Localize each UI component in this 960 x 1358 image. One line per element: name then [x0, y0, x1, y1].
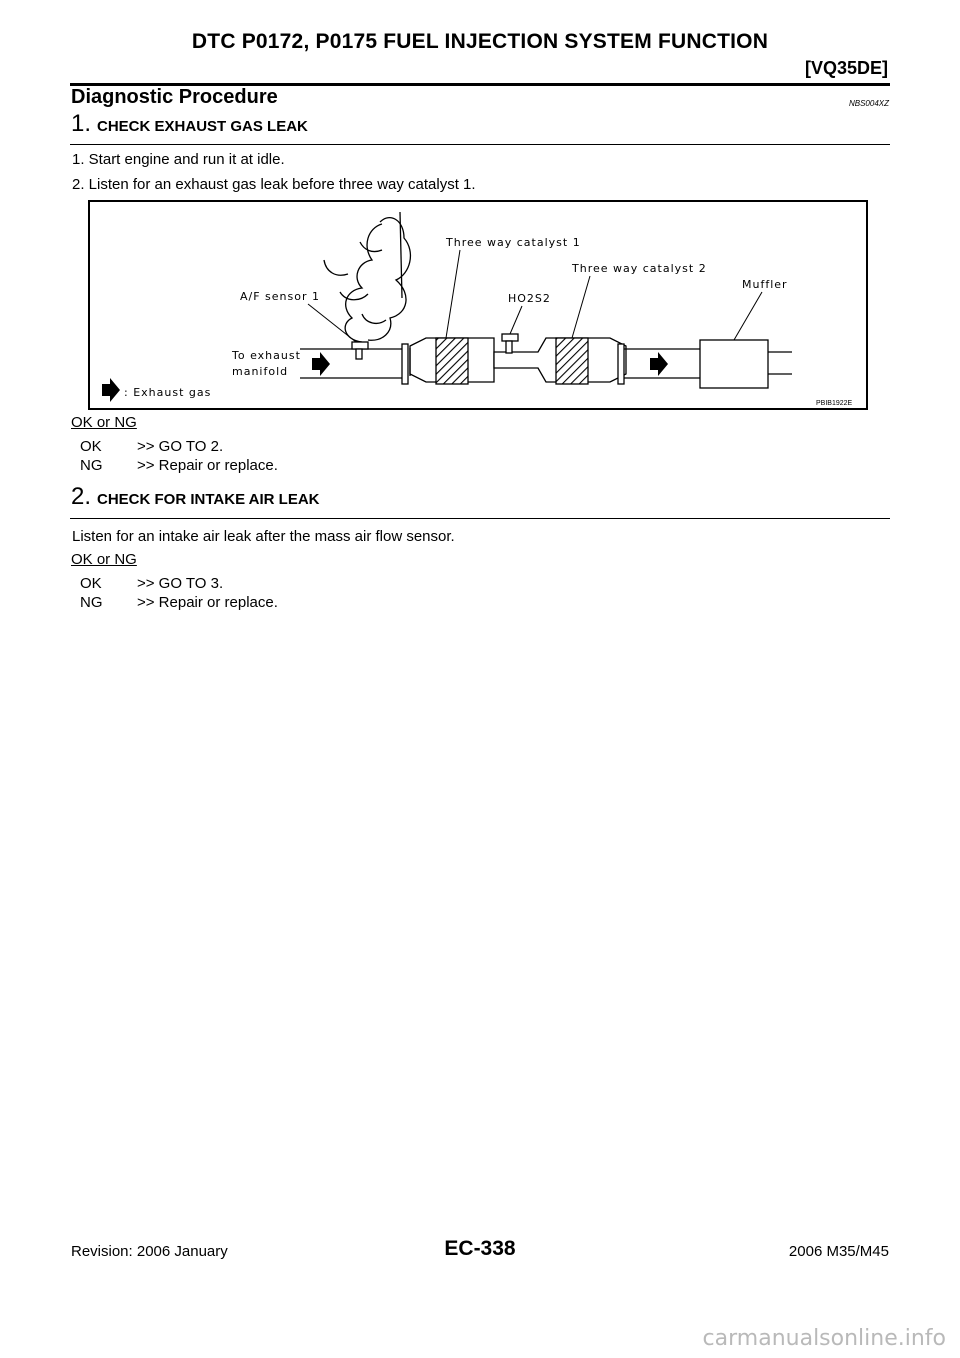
step1-result-ok-code: OK: [80, 438, 102, 455]
muffler-part: [624, 340, 792, 388]
manifold-label: manifold: [232, 365, 289, 378]
section-title: Diagnostic Procedure: [71, 86, 278, 108]
step1-heading: [71, 110, 308, 138]
step2-title: CHECK FOR INTAKE AIR LEAK: [97, 491, 320, 508]
engine-tag: [VQ35DE]: [804, 58, 888, 78]
step1-line-1: 1. Start engine and run it at idle.: [72, 151, 285, 168]
figure-code: PBIB1922E: [816, 400, 853, 407]
page-number: EC-338: [444, 1237, 516, 1260]
step1-result-ok-action: >> GO TO 2.: [137, 438, 224, 455]
footer-model: 2006 M35/M45: [788, 1243, 889, 1260]
step1-result-ng-code: NG: [80, 457, 103, 474]
ho2s2-label: HO2S2: [508, 292, 551, 305]
ho2s2-part: [502, 334, 518, 353]
muffler-label: Muffler: [742, 278, 788, 291]
legend-arrow-icon: [102, 378, 120, 402]
step2-result-ok-code: OK: [80, 575, 102, 592]
step2-heading: [71, 483, 320, 511]
step2-result-ng-code: NG: [80, 594, 103, 611]
af-sensor-part: [352, 342, 368, 359]
footer-revision: Revision: 2006 January: [71, 1243, 228, 1260]
watermark: carmanualsonline.info: [702, 1326, 946, 1351]
step1-ok-ng-label: OK or NG: [71, 414, 137, 431]
step2-result-ng-action: >> Repair or replace.: [137, 594, 278, 611]
to-exhaust-label: To exhaust: [232, 349, 301, 362]
step1-result-ng-action: >> Repair or replace.: [137, 457, 278, 474]
catalyst2-label: Three way catalyst 2: [572, 262, 707, 275]
exhaust-flow-arrow-icon: [312, 352, 330, 376]
step1-title: CHECK EXHAUST GAS LEAK: [97, 118, 308, 135]
step2-rule: [70, 518, 890, 519]
step1-rule: [70, 144, 890, 145]
step1-line-2: 2. Listen for an exhaust gas leak before three way catalyst 1.: [72, 176, 476, 193]
step2-number: 2.: [71, 483, 92, 510]
step1-number: 1.: [71, 110, 92, 137]
exhaust-flow-arrow-icon: [650, 352, 668, 376]
step2-text: Listen for an intake air leak after the mass air flow sensor.: [72, 528, 455, 545]
step2-ok-ng-label: OK or NG: [71, 551, 137, 568]
legend-label: : Exhaust gas: [124, 386, 212, 399]
section-ref-code: NBS004XZ: [848, 99, 889, 108]
exhaust-smoke: [324, 212, 410, 342]
catalyst-assembly: [410, 338, 626, 384]
af-sensor-label: A/F sensor 1: [240, 290, 321, 303]
document-title: DTC P0172, P0175 FUEL INJECTION SYSTEM FUNCTION: [191, 30, 769, 53]
catalyst1-label: Three way catalyst 1: [446, 236, 581, 249]
exhaust-system-diagram: [88, 200, 868, 410]
step2-result-ok-action: >> GO TO 3.: [137, 575, 224, 592]
